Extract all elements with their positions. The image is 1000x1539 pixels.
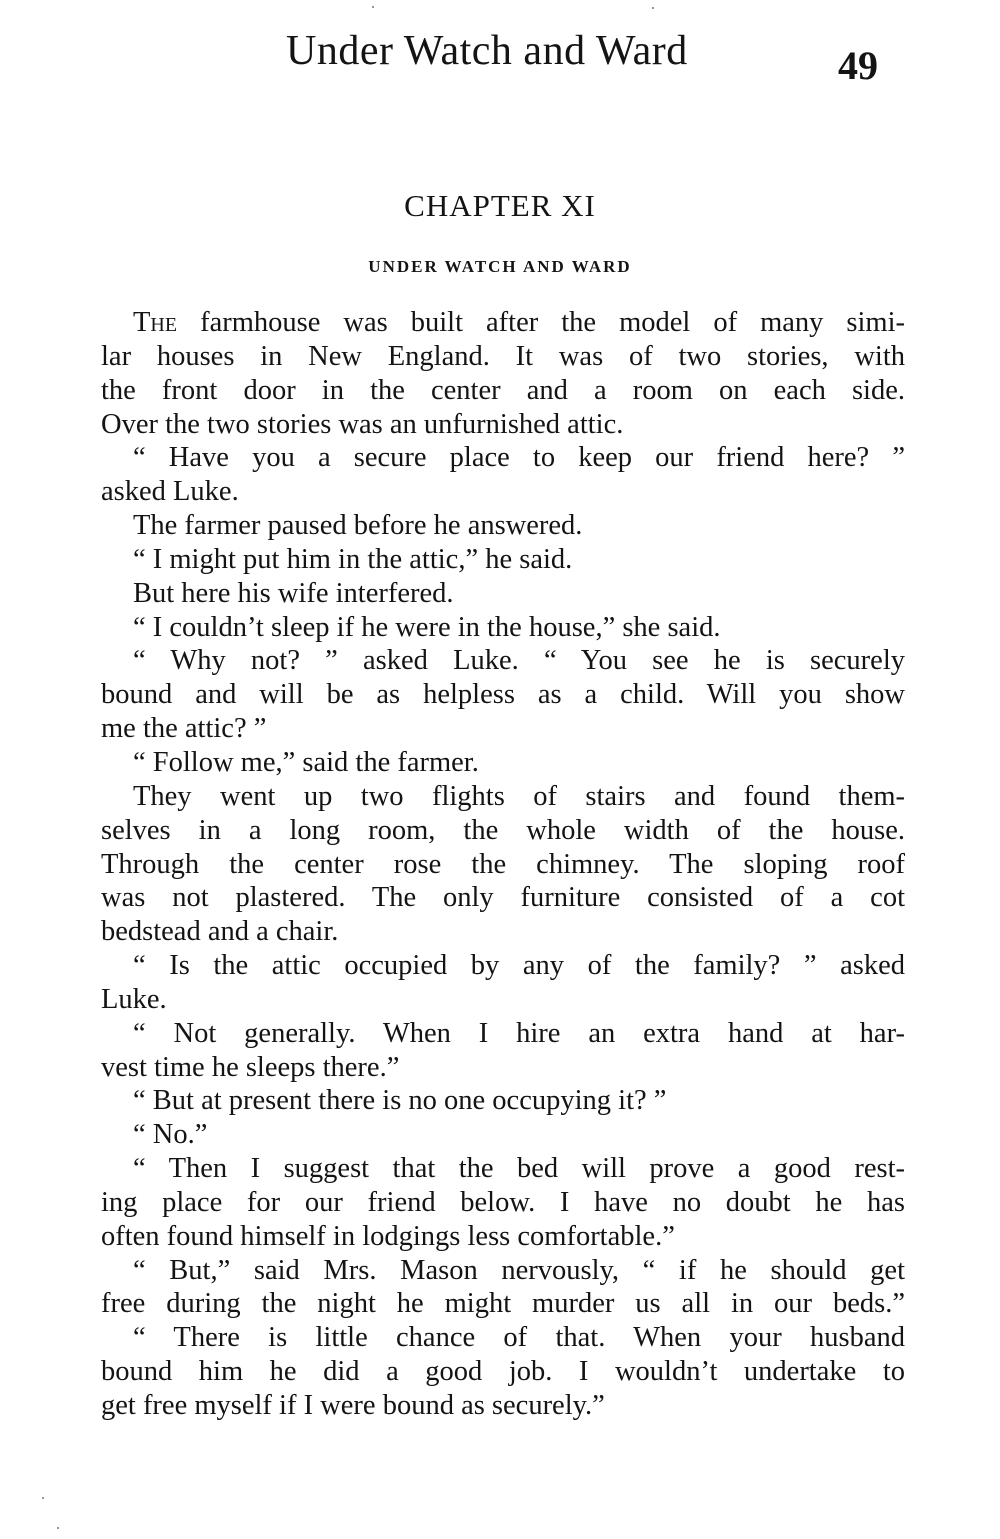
text-line: Over the two stories was an unfurnished attic. <box>101 408 624 440</box>
text-line: was not plastered. The only furniture consisted of a cot <box>101 882 905 914</box>
text-line: get free myself if I were bound as securely.” <box>101 1390 605 1421</box>
body-text <box>101 306 905 1423</box>
text-line: “ Why not? ” asked Luke. “ You see he is securely <box>133 645 905 677</box>
scan-speck <box>652 7 654 9</box>
text-line: “ But at present there is no one occupying it? ” <box>133 1085 667 1117</box>
text-line: me the attic? ” <box>101 713 267 745</box>
text-line: “ I couldn’t sleep if he were in the house,” she said. <box>133 611 721 643</box>
text-line: “ There is little chance of that. When your husband <box>133 1322 905 1354</box>
text-line: vest time he sleeps there.” <box>101 1051 400 1083</box>
text-line: often found himself in lodgings less comfortable.” <box>101 1220 675 1252</box>
text-line <box>101 306 905 340</box>
text-line: free during the night he might murder us all in our beds.” <box>101 1288 905 1320</box>
text-line: bound him he did a good job. I wouldn’t undertake to <box>101 1356 905 1388</box>
text-line: “ Then I suggest that the bed will prove a good rest- <box>133 1153 905 1185</box>
chapter-title: UNDER WATCH AND WARD <box>368 257 632 276</box>
running-title: Under Watch and Ward <box>286 28 688 74</box>
text-line: The farmer paused before he answered. <box>133 510 583 542</box>
page-number: 49 <box>838 43 878 88</box>
text-line: selves in a long room, the whole width of the house. <box>101 814 905 846</box>
scan-speck <box>372 6 374 8</box>
text-line: They went up two flights of stairs and found them- <box>133 780 905 812</box>
scan-speck <box>42 1497 44 1499</box>
opening-word: The <box>133 307 178 338</box>
scan-speck <box>57 1527 59 1529</box>
text-line: “ Is the attic occupied by any of the family? ” asked <box>133 950 905 982</box>
text-line: “ But,” said Mrs. Mason nervously, “ if he should get <box>133 1254 905 1286</box>
text-line: bound and will be as helpless as a child. Will you show <box>101 679 905 711</box>
text-line: “ I might put him in the attic,” he said. <box>133 543 573 575</box>
chapter-number: CHAPTER XI <box>404 188 596 223</box>
text-line: But here his wife interfered. <box>133 577 454 609</box>
text-line: asked Luke. <box>101 476 239 508</box>
text-line: ing place for our friend below. I have no doubt he has <box>101 1186 905 1218</box>
text-line: the front door in the center and a room on each side. <box>101 374 905 406</box>
text-line: Luke. <box>101 983 167 1015</box>
text-line: Through the center rose the chimney. The sloping roof <box>101 848 905 880</box>
text-line: bedstead and a chair. <box>101 916 339 948</box>
text-line: lar houses in New England. It was of two stories, with <box>101 340 905 372</box>
text-line: “ No.” <box>133 1119 208 1151</box>
text-line: “ Have you a secure place to keep our friend here? ” <box>133 442 905 474</box>
opening-line-rest: farmhouse was built after the model of many simi- <box>177 307 905 338</box>
text-line: “ Follow me,” said the farmer. <box>133 746 479 778</box>
text-line: “ Not generally. When I hire an extra hand at har- <box>133 1017 905 1049</box>
